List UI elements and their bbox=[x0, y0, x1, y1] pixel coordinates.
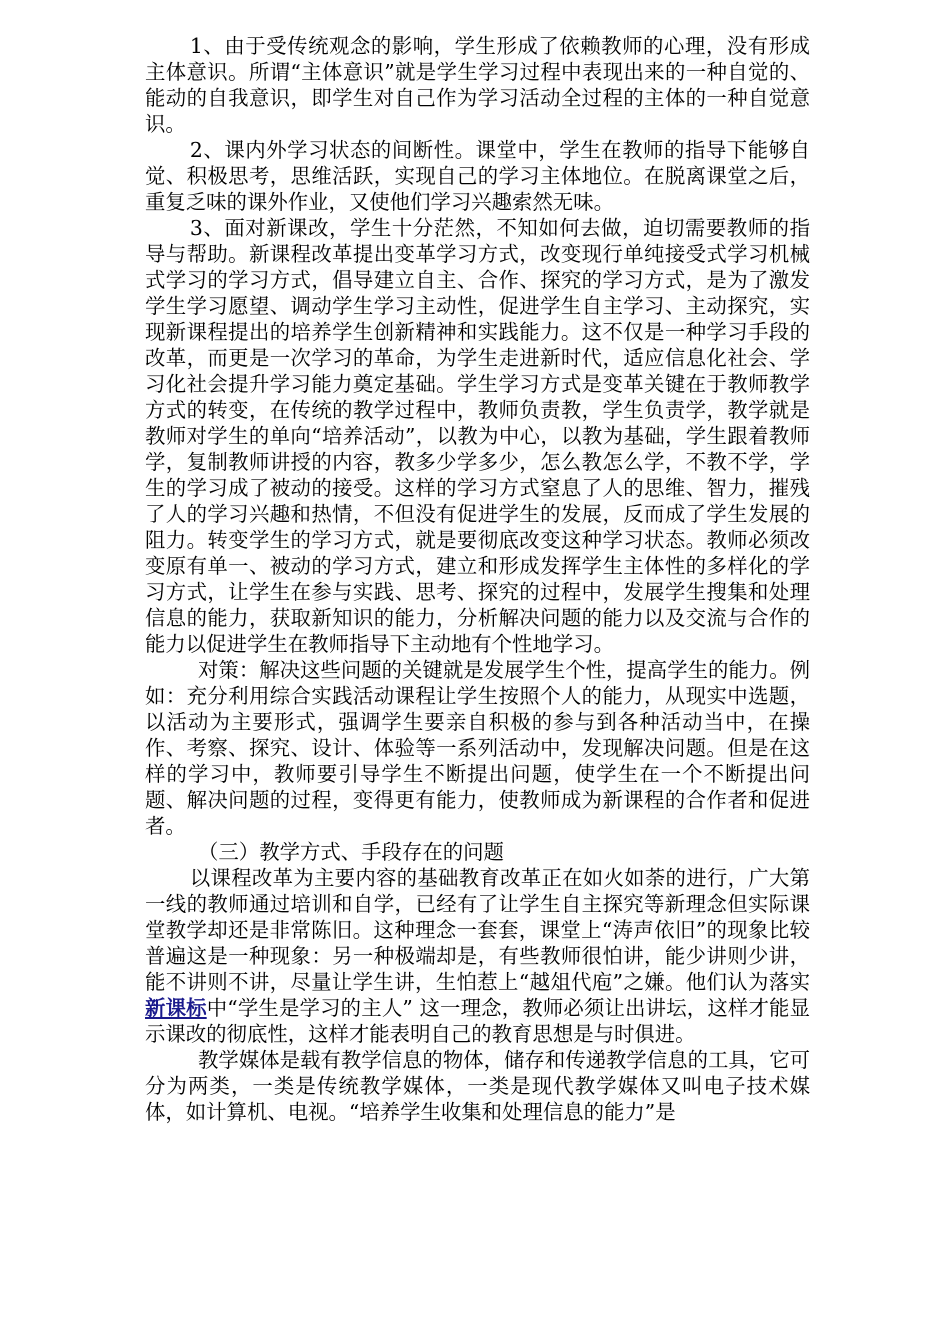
paragraph-6-text-after: 中“学生是学习的主人” 这一理念，教师必须让出讲坛，这样才能显示课改的彻底性，这样才能表明自己的教育思想是与时俱进。 bbox=[145, 996, 811, 1046]
section-heading: （三）教学方式、手段存在的问题 bbox=[198, 840, 504, 864]
paragraph-3: 3、面对新课改，学生十分茫然，不知如何去做，迫切需要教师的指导与帮助。新课程改革提出变革学习方式，改变现行单纯接受式学习机械式学习的学习方式，倡导建立自主、合作、探究的学习方式，是为了激发学生学习愿望、调动学生学习主动性，促进学生自主学习、主动探究，实现新课程提出的培养学生创新精神和实践能力。这不仅是一种学习手段的改革，而更是一次学习的革命，为学生走进新时代，适应信息化社会、学习化社会提升学习能力奠定基础。学生学习方式是变革关键在于教师教学方式的转变，在传统的教学过程中，教师负责教，学生负责学，教学就是教师对学生的单向“培养活动”，以教为中心，以教为基础，学生跟着教师学，复制教师讲授的内容，教多少学多少，怎么教怎么学，不教不学，学生的学习成了被动的接受。这样的学习方式窒息了人的思维、智力，摧残了人的学习兴趣和热情，不但没有促进学生的发展，反而成了学生发展的阻力。转变学生的学习方式，就是要彻底改变这种学习状态。教师必须改变原有单一、被动的学习方式，建立和形成发挥学生主体性的多样化的学习方式，让学生在参与实践、思考、探究的过程中，发展学生搜集和处理信息的能力，获取新知识的能力，分析解决问题的能力以及交流与合作的能力以促进学生在教师指导下主动地有个性地学习。 bbox=[145, 216, 810, 656]
paragraph-2: 2、课内外学习状态的间断性。课堂中，学生在教师的指导下能够自觉、积极思考，思维活跃，实现自己的学习主体地位。在脱离课堂之后，重复乏味的课外作业，又使他们学习兴趣索然无味。 bbox=[145, 138, 810, 214]
paragraph-6 bbox=[145, 865, 810, 1047]
paragraph-countermeasure: 对策：解决这些问题的关键就是发展学生个性，提高学生的能力。例如：充分利用综合实践活动课程让学生按照个人的能力，从现实中选题，以活动为主要形式，强调学生要亲自积极的参与到各种活动当中，在操作、考察、探究、设计、体验等一系列活动中，发现解决问题。但是在这样的学习中，教师要引导学生不断提出问题，使学生在一个不断提出问题、解决问题的过程，变得更有能力，使教师成为新课程的合作者和促进者。 bbox=[145, 658, 810, 838]
document-page bbox=[145, 33, 810, 1125]
paragraph-1: 1、由于受传统观念的影响，学生形成了依赖教师的心理，没有形成主体意识。所谓“主体意识”就是学生学习过程中表现出来的一种自觉的、能动的自我意识，即学生对自己作为学习活动全过程的主体的一种自觉意识。 bbox=[145, 34, 810, 136]
paragraph-7: 教学媒体是载有教学信息的物体，储存和传递教学信息的工具，它可分为两类，一类是传统教学媒体，一类是现代教学媒体又叫电子技术媒体，如计算机、电视。“培养学生收集和处理信息的能力”是 bbox=[145, 1048, 810, 1124]
paragraph-6-text-before: 以课程改革为主要内容的基础教育改革正在如火如荼的进行，广大第一线的教师通过培训和自学，已经有了让学生自主探究等新理念但实际课堂教学却还是非常陈旧。这种理念一套套，课堂上“涛声依旧”的现象比较普遍这是一种现象：另一种极端却是，有些教师很怕讲，能少讲则少讲，能不讲则不讲，尽量让学生讲，生怕惹上“越俎代庖”之嫌。他们认为落实 bbox=[145, 866, 810, 994]
new-curriculum-link[interactable]: 新课标 bbox=[145, 996, 207, 1020]
